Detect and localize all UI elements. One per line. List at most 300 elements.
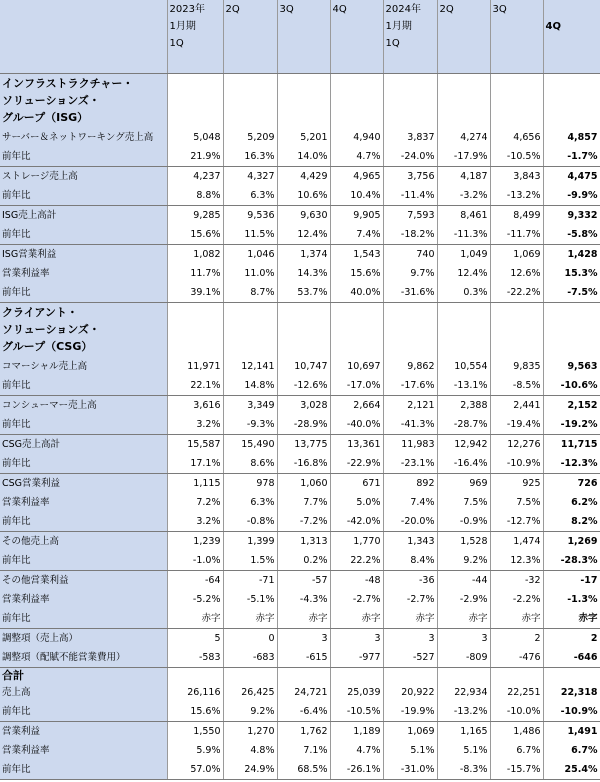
empty-cell xyxy=(437,74,490,129)
value-cell: 3,843 xyxy=(490,167,543,187)
value-cell: 21.9% xyxy=(167,147,223,167)
value-cell: 10,697 xyxy=(330,357,383,376)
value-cell: 25.4% xyxy=(543,760,600,780)
value-cell: -13.1% xyxy=(437,376,490,396)
value-cell: 5.9% xyxy=(167,741,223,760)
value-cell: 53.7% xyxy=(277,283,330,303)
empty-cell xyxy=(490,303,543,358)
value-cell: -12.6% xyxy=(277,376,330,396)
value-cell: -40.0% xyxy=(330,415,383,435)
value-cell: -5.2% xyxy=(167,590,223,609)
value-cell: -9.9% xyxy=(543,186,600,206)
value-cell: 1,069 xyxy=(383,722,437,742)
value-cell: -9.3% xyxy=(223,415,277,435)
empty-cell xyxy=(490,74,543,129)
value-cell: -1.3% xyxy=(543,590,600,609)
value-cell: 11.5% xyxy=(223,225,277,245)
value-cell: 7.4% xyxy=(383,493,437,512)
table-row xyxy=(0,283,600,303)
value-cell: 11.0% xyxy=(223,264,277,283)
value-cell: 4,656 xyxy=(490,128,543,147)
table-row xyxy=(0,147,600,167)
value-cell: 68.5% xyxy=(277,760,330,780)
value-cell: 4.7% xyxy=(330,147,383,167)
value-cell: 14.3% xyxy=(277,264,330,283)
row-label: 調整項（売上高） xyxy=(0,629,167,649)
value-cell: 3.2% xyxy=(167,512,223,532)
section-header-row xyxy=(0,74,600,129)
row-label: 前年比 xyxy=(0,551,167,571)
value-cell: 3 xyxy=(330,629,383,649)
row-label: 前年比 xyxy=(0,609,167,629)
value-cell: 9,862 xyxy=(383,357,437,376)
value-cell: 1,428 xyxy=(543,245,600,265)
value-cell: 11,715 xyxy=(543,435,600,455)
value-cell: 740 xyxy=(383,245,437,265)
row-label: 前年比 xyxy=(0,283,167,303)
row-label: 前年比 xyxy=(0,702,167,722)
value-cell: 2 xyxy=(543,629,600,649)
table-row xyxy=(0,609,600,629)
value-cell: 8.6% xyxy=(223,454,277,474)
value-cell: 4.8% xyxy=(223,741,277,760)
value-cell: 1,239 xyxy=(167,532,223,552)
value-cell: -10.6% xyxy=(543,376,600,396)
value-cell: 7,593 xyxy=(383,206,437,226)
value-cell: -7.2% xyxy=(277,512,330,532)
value-cell: -48 xyxy=(330,571,383,591)
value-cell: 0.3% xyxy=(437,283,490,303)
value-cell: 3.2% xyxy=(167,415,223,435)
value-cell: -57 xyxy=(277,571,330,591)
row-label: 前年比 xyxy=(0,454,167,474)
value-cell: 1,491 xyxy=(543,722,600,742)
period-header-3: 3Q xyxy=(277,0,330,74)
empty-cell xyxy=(383,303,437,358)
value-cell: -44 xyxy=(437,571,490,591)
value-cell: -809 xyxy=(437,648,490,668)
row-label: その他営業利益 xyxy=(0,571,167,591)
period-header-4: 4Q xyxy=(330,0,383,74)
value-cell: -24.0% xyxy=(383,147,437,167)
value-cell: 22.1% xyxy=(167,376,223,396)
value-cell: 726 xyxy=(543,474,600,494)
value-cell: 3,616 xyxy=(167,396,223,416)
value-cell: -12.3% xyxy=(543,454,600,474)
value-cell: -615 xyxy=(277,648,330,668)
value-cell: -22.2% xyxy=(490,283,543,303)
value-cell: -8.5% xyxy=(490,376,543,396)
value-cell: -10.5% xyxy=(330,702,383,722)
value-cell: 4.7% xyxy=(330,741,383,760)
value-cell: 4,940 xyxy=(330,128,383,147)
table-row xyxy=(0,415,600,435)
value-cell: -64 xyxy=(167,571,223,591)
period-header-2: 2Q xyxy=(223,0,277,74)
value-cell: 8.7% xyxy=(223,283,277,303)
value-cell: 1,313 xyxy=(277,532,330,552)
value-cell: 9,835 xyxy=(490,357,543,376)
value-cell: 12.3% xyxy=(490,551,543,571)
value-cell: 7.5% xyxy=(490,493,543,512)
row-label: 調整項（配賦不能営業費用） xyxy=(0,648,167,668)
value-cell: 925 xyxy=(490,474,543,494)
table-row xyxy=(0,225,600,245)
value-cell: -41.3% xyxy=(383,415,437,435)
row-label: CSG売上高計 xyxy=(0,435,167,455)
value-cell: 1.5% xyxy=(223,551,277,571)
value-cell: 3,756 xyxy=(383,167,437,187)
empty-cell xyxy=(167,303,223,358)
value-cell: 5.1% xyxy=(383,741,437,760)
value-cell: 25,039 xyxy=(330,683,383,702)
value-cell: 4,475 xyxy=(543,167,600,187)
value-cell: 1,115 xyxy=(167,474,223,494)
table-row xyxy=(0,206,600,226)
row-label: 営業利益率 xyxy=(0,741,167,760)
value-cell: 16.3% xyxy=(223,147,277,167)
empty-cell xyxy=(277,668,330,684)
value-cell: -19.9% xyxy=(383,702,437,722)
value-cell: -11.3% xyxy=(437,225,490,245)
value-cell: -28.9% xyxy=(277,415,330,435)
empty-cell xyxy=(437,303,490,358)
value-cell: -10.0% xyxy=(490,702,543,722)
value-cell: 40.0% xyxy=(330,283,383,303)
value-cell: -16.4% xyxy=(437,454,490,474)
value-cell: 赤字 xyxy=(223,609,277,629)
value-cell: 4,965 xyxy=(330,167,383,187)
value-cell: 4,327 xyxy=(223,167,277,187)
value-cell: 2,441 xyxy=(490,396,543,416)
value-cell: 15.6% xyxy=(167,702,223,722)
table-row xyxy=(0,648,600,668)
value-cell: 14.0% xyxy=(277,147,330,167)
row-label: 前年比 xyxy=(0,186,167,206)
value-cell: 22.2% xyxy=(330,551,383,571)
value-cell: 9,630 xyxy=(277,206,330,226)
value-cell: -17.9% xyxy=(437,147,490,167)
value-cell: -15.7% xyxy=(490,760,543,780)
value-cell: 5,201 xyxy=(277,128,330,147)
value-cell: 1,049 xyxy=(437,245,490,265)
value-cell: 6.2% xyxy=(543,493,600,512)
value-cell: 9,285 xyxy=(167,206,223,226)
value-cell: -20.0% xyxy=(383,512,437,532)
value-cell: -683 xyxy=(223,648,277,668)
value-cell: 1,343 xyxy=(383,532,437,552)
period-header-1: 2023年 1月期 1Q xyxy=(167,0,223,74)
value-cell: 10.4% xyxy=(330,186,383,206)
value-cell: 17.1% xyxy=(167,454,223,474)
empty-cell xyxy=(437,668,490,684)
value-cell: -1.7% xyxy=(543,147,600,167)
empty-cell xyxy=(490,668,543,684)
header-corner-cell xyxy=(0,0,167,74)
row-label: 営業利益率 xyxy=(0,264,167,283)
table-row xyxy=(0,702,600,722)
section-label: インフラストラクチャー・ ソリューションズ・ グループ（ISG） xyxy=(0,74,167,129)
value-cell: 8,499 xyxy=(490,206,543,226)
value-cell: 赤字 xyxy=(167,609,223,629)
value-cell: 11.7% xyxy=(167,264,223,283)
value-cell: -17.6% xyxy=(383,376,437,396)
value-cell: -19.4% xyxy=(490,415,543,435)
value-cell: 1,474 xyxy=(490,532,543,552)
value-cell: -22.9% xyxy=(330,454,383,474)
value-cell: 24,721 xyxy=(277,683,330,702)
row-label: 営業利益 xyxy=(0,722,167,742)
value-cell: 4,274 xyxy=(437,128,490,147)
value-cell: 0.2% xyxy=(277,551,330,571)
value-cell: 1,165 xyxy=(437,722,490,742)
table-row xyxy=(0,186,600,206)
row-label: 前年比 xyxy=(0,147,167,167)
value-cell: 10.6% xyxy=(277,186,330,206)
table-row xyxy=(0,760,600,780)
section-label: 合計 xyxy=(0,668,167,684)
value-cell: 赤字 xyxy=(383,609,437,629)
value-cell: 6.3% xyxy=(223,493,277,512)
value-cell: 10,747 xyxy=(277,357,330,376)
value-cell: -23.1% xyxy=(383,454,437,474)
value-cell: 8.4% xyxy=(383,551,437,571)
row-label: 営業利益率 xyxy=(0,590,167,609)
value-cell: 13,775 xyxy=(277,435,330,455)
value-cell: 3,349 xyxy=(223,396,277,416)
table-row xyxy=(0,493,600,512)
empty-cell xyxy=(277,303,330,358)
table-row xyxy=(0,571,600,591)
value-cell: -13.2% xyxy=(437,702,490,722)
value-cell: 39.1% xyxy=(167,283,223,303)
value-cell: -13.2% xyxy=(490,186,543,206)
table-row xyxy=(0,683,600,702)
value-cell: 1,374 xyxy=(277,245,330,265)
value-cell: 5,209 xyxy=(223,128,277,147)
value-cell: 2,664 xyxy=(330,396,383,416)
value-cell: -2.7% xyxy=(383,590,437,609)
value-cell: -10.9% xyxy=(490,454,543,474)
value-cell: -10.9% xyxy=(543,702,600,722)
value-cell: 3 xyxy=(277,629,330,649)
value-cell: -527 xyxy=(383,648,437,668)
empty-cell xyxy=(223,303,277,358)
value-cell: -31.0% xyxy=(383,760,437,780)
row-label: 前年比 xyxy=(0,225,167,245)
empty-cell xyxy=(330,668,383,684)
value-cell: 24.9% xyxy=(223,760,277,780)
value-cell: 赤字 xyxy=(437,609,490,629)
value-cell: -977 xyxy=(330,648,383,668)
value-cell: 4,429 xyxy=(277,167,330,187)
row-label: 営業利益率 xyxy=(0,493,167,512)
value-cell: 15,490 xyxy=(223,435,277,455)
value-cell: 5.0% xyxy=(330,493,383,512)
value-cell: 7.5% xyxy=(437,493,490,512)
value-cell: -16.8% xyxy=(277,454,330,474)
empty-cell xyxy=(223,74,277,129)
value-cell: 1,046 xyxy=(223,245,277,265)
value-cell: -6.4% xyxy=(277,702,330,722)
empty-cell xyxy=(383,74,437,129)
table-row xyxy=(0,396,600,416)
table-row xyxy=(0,722,600,742)
value-cell: 2,152 xyxy=(543,396,600,416)
value-cell: -18.2% xyxy=(383,225,437,245)
period-header-8: 4Q xyxy=(543,0,600,74)
value-cell: 671 xyxy=(330,474,383,494)
value-cell: 1,060 xyxy=(277,474,330,494)
value-cell: 969 xyxy=(437,474,490,494)
value-cell: 892 xyxy=(383,474,437,494)
value-cell: 22,251 xyxy=(490,683,543,702)
value-cell: 4,187 xyxy=(437,167,490,187)
value-cell: -5.1% xyxy=(223,590,277,609)
table-row xyxy=(0,128,600,147)
value-cell: -17.0% xyxy=(330,376,383,396)
value-cell: 6.3% xyxy=(223,186,277,206)
row-label: コンシューマー売上高 xyxy=(0,396,167,416)
value-cell: -4.3% xyxy=(277,590,330,609)
value-cell: -12.7% xyxy=(490,512,543,532)
value-cell: -0.8% xyxy=(223,512,277,532)
value-cell: 赤字 xyxy=(543,609,600,629)
table-row xyxy=(0,590,600,609)
value-cell: 12.4% xyxy=(437,264,490,283)
value-cell: 14.8% xyxy=(223,376,277,396)
table-row xyxy=(0,376,600,396)
section-header-row xyxy=(0,668,600,684)
table-row xyxy=(0,551,600,571)
value-cell: -7.5% xyxy=(543,283,600,303)
empty-cell xyxy=(543,668,600,684)
value-cell: -11.7% xyxy=(490,225,543,245)
value-cell: 26,116 xyxy=(167,683,223,702)
value-cell: 3,837 xyxy=(383,128,437,147)
value-cell: 12.6% xyxy=(490,264,543,283)
value-cell: -5.8% xyxy=(543,225,600,245)
table-row xyxy=(0,264,600,283)
empty-cell xyxy=(543,74,600,129)
table-row xyxy=(0,167,600,187)
period-header-7: 3Q xyxy=(490,0,543,74)
period-header-6: 2Q xyxy=(437,0,490,74)
value-cell: 3 xyxy=(437,629,490,649)
value-cell: 1,189 xyxy=(330,722,383,742)
value-cell: -19.2% xyxy=(543,415,600,435)
value-cell: 5,048 xyxy=(167,128,223,147)
value-cell: 12,276 xyxy=(490,435,543,455)
value-cell: 26,425 xyxy=(223,683,277,702)
table-row xyxy=(0,245,600,265)
row-label: 前年比 xyxy=(0,376,167,396)
value-cell: 0 xyxy=(223,629,277,649)
value-cell: 15,587 xyxy=(167,435,223,455)
value-cell: -1.0% xyxy=(167,551,223,571)
row-label: CSG営業利益 xyxy=(0,474,167,494)
value-cell: -2.2% xyxy=(490,590,543,609)
table-row xyxy=(0,512,600,532)
value-cell: -28.7% xyxy=(437,415,490,435)
value-cell: 3 xyxy=(383,629,437,649)
row-label: コマーシャル売上高 xyxy=(0,357,167,376)
value-cell: 1,269 xyxy=(543,532,600,552)
value-cell: 7.7% xyxy=(277,493,330,512)
value-cell: 57.0% xyxy=(167,760,223,780)
empty-cell xyxy=(167,74,223,129)
value-cell: -31.6% xyxy=(383,283,437,303)
value-cell: -32 xyxy=(490,571,543,591)
table-row xyxy=(0,532,600,552)
value-cell: 7.2% xyxy=(167,493,223,512)
value-cell: 赤字 xyxy=(330,609,383,629)
value-cell: 9,905 xyxy=(330,206,383,226)
row-label: 前年比 xyxy=(0,760,167,780)
value-cell: 15.6% xyxy=(167,225,223,245)
section-label: クライアント・ ソリューションズ・ グループ（CSG） xyxy=(0,303,167,358)
value-cell: 9,332 xyxy=(543,206,600,226)
value-cell: 3,028 xyxy=(277,396,330,416)
value-cell: 1,762 xyxy=(277,722,330,742)
value-cell: -71 xyxy=(223,571,277,591)
empty-cell xyxy=(543,303,600,358)
value-cell: 7.4% xyxy=(330,225,383,245)
section-header-row xyxy=(0,303,600,358)
value-cell: 1,270 xyxy=(223,722,277,742)
value-cell: 11,971 xyxy=(167,357,223,376)
row-label: ISG営業利益 xyxy=(0,245,167,265)
value-cell: 6.7% xyxy=(543,741,600,760)
table-row xyxy=(0,474,600,494)
empty-cell xyxy=(383,668,437,684)
value-cell: -2.7% xyxy=(330,590,383,609)
empty-cell xyxy=(277,74,330,129)
value-cell: 12.4% xyxy=(277,225,330,245)
value-cell: 5.1% xyxy=(437,741,490,760)
value-cell: 1,486 xyxy=(490,722,543,742)
value-cell: 1,528 xyxy=(437,532,490,552)
value-cell: 978 xyxy=(223,474,277,494)
value-cell: 2,388 xyxy=(437,396,490,416)
value-cell: 1,770 xyxy=(330,532,383,552)
value-cell: 7.1% xyxy=(277,741,330,760)
value-cell: -3.2% xyxy=(437,186,490,206)
row-label: その他売上高 xyxy=(0,532,167,552)
value-cell: 15.3% xyxy=(543,264,600,283)
value-cell: 12,942 xyxy=(437,435,490,455)
value-cell: -11.4% xyxy=(383,186,437,206)
value-cell: -476 xyxy=(490,648,543,668)
value-cell: -26.1% xyxy=(330,760,383,780)
header-row xyxy=(0,0,600,74)
value-cell: 22,934 xyxy=(437,683,490,702)
value-cell: -0.9% xyxy=(437,512,490,532)
value-cell: 1,550 xyxy=(167,722,223,742)
table-row xyxy=(0,435,600,455)
value-cell: 2 xyxy=(490,629,543,649)
value-cell: 11,983 xyxy=(383,435,437,455)
empty-cell xyxy=(223,668,277,684)
period-header-5: 2024年 1月期 1Q xyxy=(383,0,437,74)
value-cell: 15.6% xyxy=(330,264,383,283)
value-cell: 5 xyxy=(167,629,223,649)
value-cell: 8.2% xyxy=(543,512,600,532)
table-row xyxy=(0,454,600,474)
table-row xyxy=(0,741,600,760)
empty-cell xyxy=(330,303,383,358)
value-cell: -42.0% xyxy=(330,512,383,532)
